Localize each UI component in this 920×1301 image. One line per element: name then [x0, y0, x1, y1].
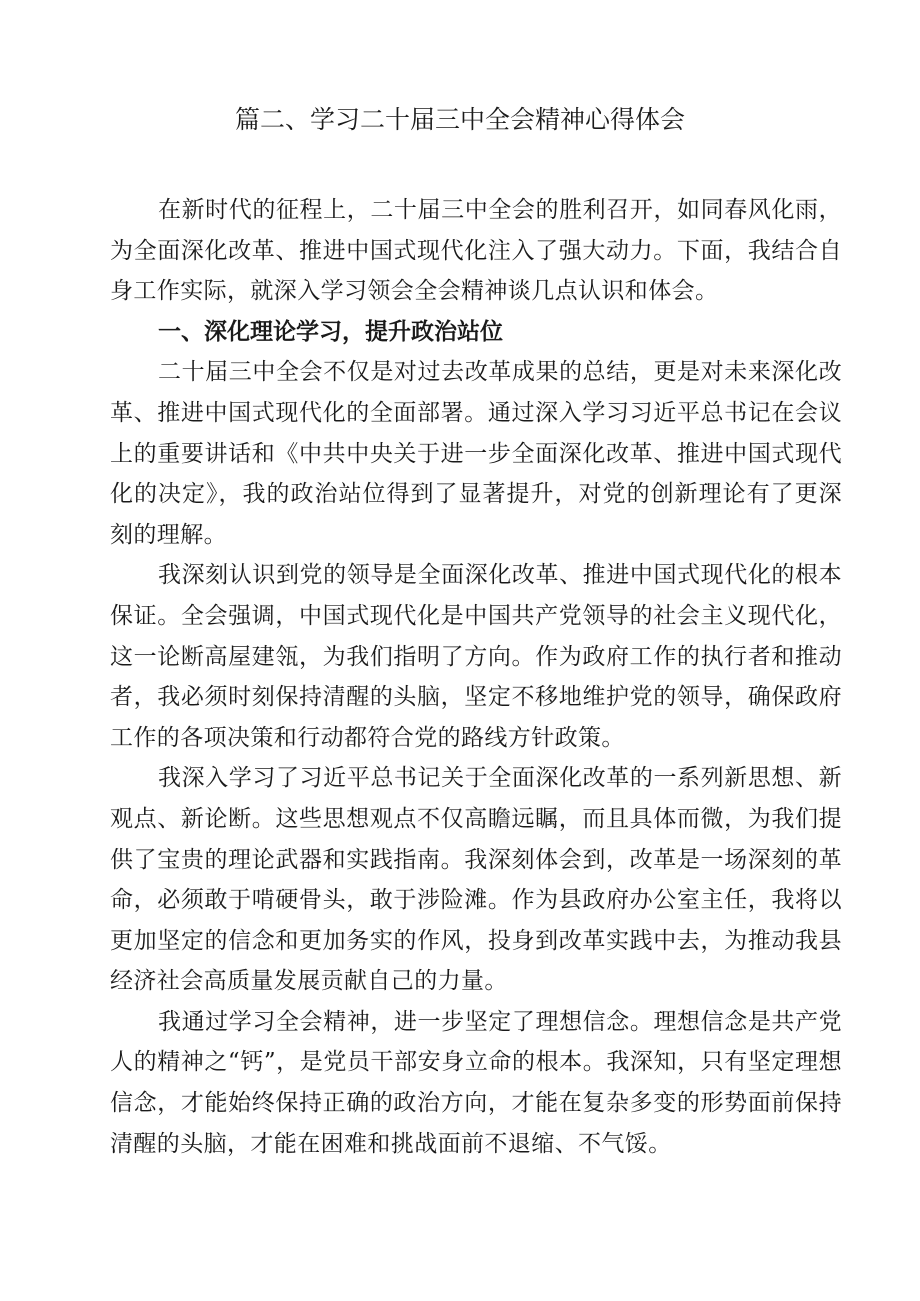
body-paragraph-4: 我通过学习全会精神，进一步坚定了理想信念。理想信念是共产党人的精神之“钙”，是党员干部安身立命的根本。我深知，只有坚定理想信念，才能始终保持正确的政治方向，才能在复杂多变的形势面前保持清醒的头脑，才能在困难和挑战面前不退缩、不气馁。	[110, 1008, 842, 1157]
document-title: 篇二、学习二十届三中全会精神心得体会	[234, 105, 685, 134]
body-paragraph-2: 我深刻认识到党的领导是全面深化改革、推进中国式现代化的根本保证。全会强调，中国式现代化是中国共产党领导的社会主义现代化，这一论断高屋建瓴，为我们指明了方向。作为政府工作的执行者和推动者，我必须时刻保持清醒的头脑，坚定不移地维护党的领导，确保政府工作的各项决策和行动都符合党的路线方针政策。	[110, 562, 842, 751]
body-paragraph-3: 我深入学习了习近平总书记关于全面深化改革的一系列新思想、新观点、新论断。这些思想观点不仅高瞻远瞩，而且具体而微，为我们提供了宝贵的理论武器和实践指南。我深刻体会到，改革是一场深刻的革命，必须敢于啃硬骨头，敢于涉险滩。作为县政府办公室主任，我将以更加坚定的信念和更加务实的作风，投身到改革实践中去，为推动我县经济社会高质量发展贡献自己的力量。	[110, 765, 842, 995]
intro-paragraph: 在新时代的征程上，二十届三中全会的胜利召开，如同春风化雨，为全面深化改革、推进中国式现代化注入了强大动力。下面，我结合自身工作实际，就深入学习领会全会精神谈几点认识和体会。	[110, 197, 842, 305]
body-paragraph-1: 二十届三中全会不仅是对过去改革成果的总结，更是对未来深化改革、推进中国式现代化的全面部署。通过深入学习习近平总书记在会议上的重要讲话和《中共中央关于进一步全面深化改革、推进中国式现代化的决定》，我的政治站位得到了显著提升，对党的创新理论有了更深刻的理解。	[110, 359, 842, 548]
document-body	[110, 190, 842, 1164]
section-heading-1: 一、深化理论学习，提升政治站位	[158, 318, 503, 345]
